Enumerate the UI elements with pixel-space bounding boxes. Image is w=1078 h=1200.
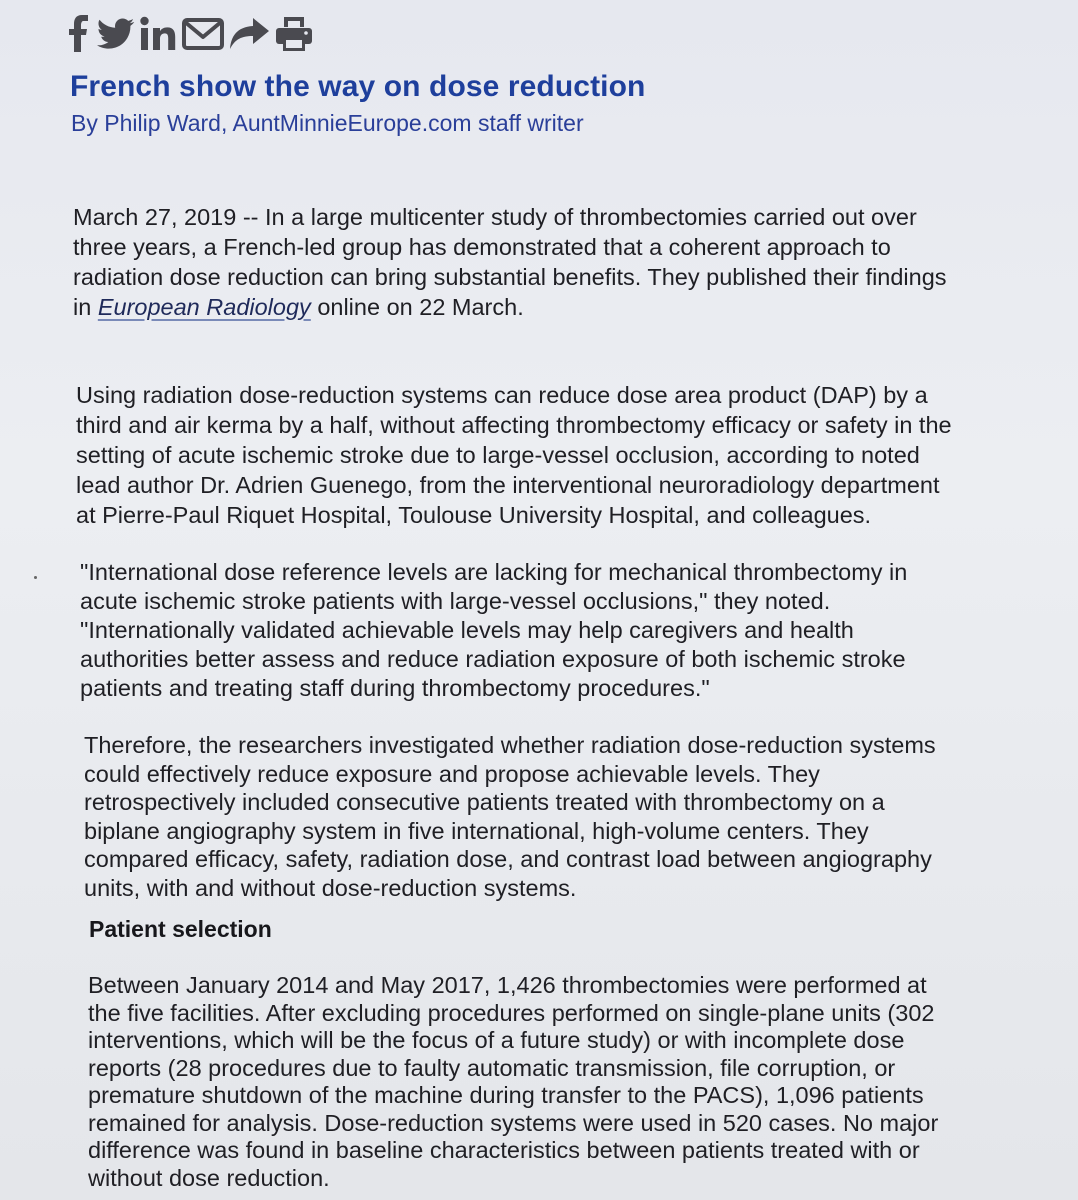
text-line: Using radiation dose-reduction systems can reduce dose area product (DAP) by a [76,382,928,408]
text-line: at Pierre-Paul Riquet Hospital, Toulouse University Hospital, and colleagues. [76,502,872,528]
text-line: lead author Dr. Adrien Guenego, from the interventional neuroradiology department [76,472,940,498]
text-line: difference was found in baseline characteristics between patients treated with or [88,1137,920,1163]
text-line: without dose reduction. [88,1164,330,1191]
text-line: units, with and without dose-reduction systems. [84,874,577,901]
text-line: setting of acute ischemic stroke due to large-vessel occlusion, according to noted [76,442,920,468]
text-line: compared efficacy, safety, radiation dose, and contrast load between angiography [84,846,932,872]
text-line: March 27, 2019 -- In a large multicenter study of thrombectomies carried out over [73,204,917,230]
text-line: biplane angiography system in five international, high-volume centers. They [84,817,869,844]
text-line: remained for analysis. Dose-reduction systems were used in 520 cases. No major [88,1109,939,1136]
european-radiology-link[interactable]: European Radiology [97,294,311,320]
twitter-icon[interactable] [96,12,136,56]
screen-speck [34,576,37,579]
section-heading-patient-selection: Patient selection [89,916,272,942]
article-title: French show the way on dose reduction [70,70,646,103]
text-line: Between January 2014 and May 2017, 1,426 thrombectomies were performed at [88,972,927,998]
line-prefix: in [73,294,98,320]
text-line: radiation dose reduction can bring substantial benefits. They published their findings [73,264,947,290]
text-line: the five facilities. After excluding procedures performed on single-plane units (302 [88,999,935,1026]
print-icon[interactable] [274,12,314,56]
text-line: patients and treating staff during thrombectomy procedures." [80,675,710,701]
linkedin-icon[interactable] [140,12,178,56]
body-paragraph-4 [84,731,936,902]
share-arrow-icon[interactable] [228,12,270,56]
body-paragraph-5 [88,972,938,1192]
text-line: retrospectively included consecutive patients treated with thrombectomy on a [84,789,885,815]
text-line: "Internationally validated achievable levels may help caregivers and health [80,617,854,643]
text-line: three years, a French-led group has demonstrated that a coherent approach to [73,234,891,260]
article-byline: By Philip Ward, AuntMinnieEurope.com staff writer [71,110,584,136]
share-toolbar [66,12,314,56]
quote-paragraph [80,558,907,703]
text-line: "International dose reference levels are lacking for mechanical thrombectomy in [80,559,908,585]
text-line: third and air kerma by a half, without affecting thrombectomy efficacy or safety in the [76,412,952,438]
line-suffix: online on 22 March. [310,294,524,320]
text-line [73,292,947,322]
text-line: could effectively reduce exposure and propose achievable levels. They [84,760,820,787]
text-line: interventions, which will be the focus of a future study) or with incomplete dose [88,1027,905,1053]
text-line: reports (28 procedures due to faulty automatic transmission, file corruption, or [88,1054,896,1081]
text-line: premature shutdown of the machine during transfer to the PACS), 1,096 patients [88,1082,924,1108]
text-line: Therefore, the researchers investigated whether radiation dose-reduction systems [84,732,936,758]
facebook-icon[interactable] [66,12,92,56]
text-line: authorities better assess and reduce radiation exposure of both ischemic stroke [80,646,906,672]
text-line: acute ischemic stroke patients with large-vessel occlusions," they noted. [80,588,831,614]
intro-paragraph [73,202,947,322]
email-icon[interactable] [182,12,224,56]
body-paragraph-2 [76,380,952,530]
